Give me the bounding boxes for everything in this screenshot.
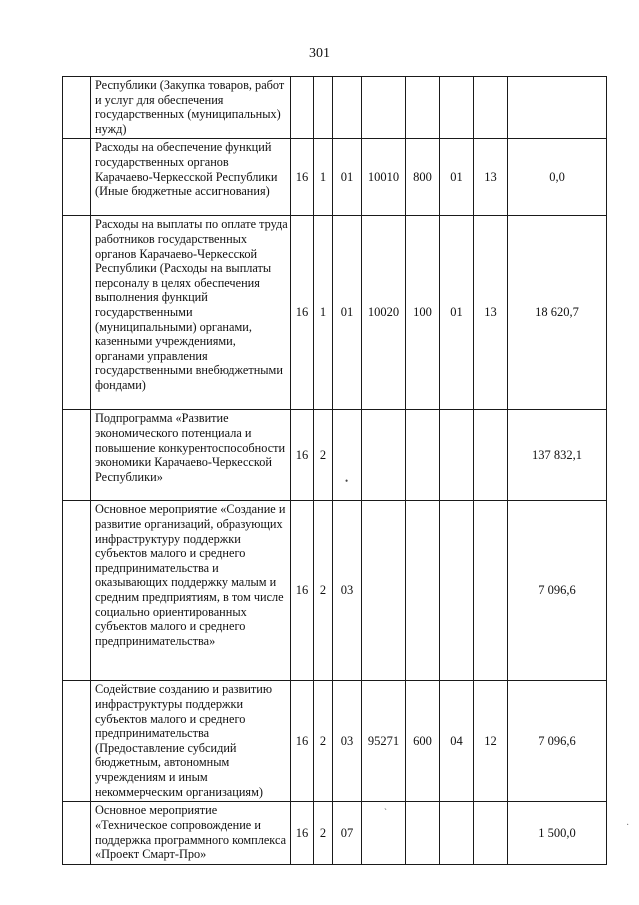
table-cell-code: 01 bbox=[440, 139, 474, 216]
table-cell-code: 1 bbox=[314, 139, 333, 216]
table-cell-code: 12 bbox=[474, 681, 508, 802]
table-cell-code: 10010 bbox=[362, 139, 406, 216]
table-cell-amount: 137 832,1 bbox=[508, 410, 607, 501]
table-cell-code bbox=[440, 410, 474, 501]
table-cell-code bbox=[406, 501, 440, 681]
table-cell-name: Основное мероприятие «Создание и развитие организаций, образующих инфраструктуру поддержки субъектов малого и среднего предпринимательства и оказывающих поддержку малым и средним предприятиям, в том числе социально ориентированных субъектов малого и среднего предпринимательства» bbox=[91, 501, 291, 681]
table-cell-code: 16 bbox=[291, 216, 314, 410]
margin-mark: · bbox=[626, 820, 630, 831]
table-cell-amount: 1 500,0 bbox=[508, 802, 607, 864]
table-cell-code: 16 bbox=[291, 681, 314, 802]
table-cell-code bbox=[474, 410, 508, 501]
table-cell-code: 13 bbox=[474, 139, 508, 216]
table-cell-code: 01 bbox=[333, 216, 362, 410]
table-cell-code bbox=[406, 77, 440, 139]
table-cell-amount: 7 096,6 bbox=[508, 681, 607, 802]
table-cell-code: 95271 bbox=[362, 681, 406, 802]
table-cell-blank bbox=[63, 77, 91, 139]
table-cell-name: Расходы на выплаты по оплате труда работников государственных органов Карачаево-Черкесской Республики (Расходы на выплаты персоналу в целях обеспечения выполнения функций государственными (муниципальными) органами, казенными учреждениями, органами управления государственными внебюджетными фондами) bbox=[91, 216, 291, 410]
table-cell-code bbox=[406, 410, 440, 501]
table-cell-code: 07 bbox=[333, 802, 362, 864]
table-cell-code bbox=[362, 410, 406, 501]
table-cell-blank bbox=[63, 802, 91, 864]
table-cell-code: 100 bbox=[406, 216, 440, 410]
table-cell-code bbox=[362, 77, 406, 139]
table-row bbox=[63, 77, 607, 139]
table-cell-code: 16 bbox=[291, 802, 314, 864]
table-cell-name: Содействие созданию и развитию инфраструктуры поддержки субъектов малого и среднего предпринимательства (Предоставление субсидий бюджетным, автономным учреждениям и иным некоммерческим организациям) bbox=[91, 681, 291, 802]
table-cell-name: Подпрограмма «Развитие экономического потенциала и повышение конкурентоспособности экономики Карачаево-Черкесской Республики» bbox=[91, 410, 291, 501]
table-cell-amount bbox=[508, 77, 607, 139]
table-cell-code: 10020 bbox=[362, 216, 406, 410]
table-cell-code bbox=[440, 501, 474, 681]
table-cell-blank bbox=[63, 501, 91, 681]
table-row bbox=[63, 139, 607, 216]
table-cell-code: 2 bbox=[314, 681, 333, 802]
table-row bbox=[63, 681, 607, 802]
table-cell-amount: 7 096,6 bbox=[508, 501, 607, 681]
table-cell-name: Расходы на обеспечение функций государственных органов Карачаево-Черкесской Республики (Иные бюджетные ассигнования) bbox=[91, 139, 291, 216]
table-cell-code: 01 bbox=[333, 139, 362, 216]
table-cell-name: Основное мероприятие «Техническое сопровождение и поддержка программного комплекса «Проект Смарт-Про» bbox=[91, 802, 291, 864]
table-cell-code: 03 bbox=[333, 501, 362, 681]
budget-table bbox=[62, 76, 607, 865]
table-cell-code: 800 bbox=[406, 139, 440, 216]
table-cell-code bbox=[291, 77, 314, 139]
table-cell-code: 13 bbox=[474, 216, 508, 410]
table-cell-code bbox=[440, 802, 474, 864]
table-cell-code: 16 bbox=[291, 139, 314, 216]
table-row bbox=[63, 802, 607, 864]
table-cell-code bbox=[362, 501, 406, 681]
table-cell-blank bbox=[63, 410, 91, 501]
table-row bbox=[63, 501, 607, 681]
table-cell-code: 16 bbox=[291, 501, 314, 681]
table-cell-blank bbox=[63, 681, 91, 802]
table-cell-blank bbox=[63, 216, 91, 410]
table-cell-code bbox=[474, 501, 508, 681]
table-cell-name: Республики (Закупка товаров, работ и услуг для обеспечения государственных (муниципальных) нужд) bbox=[91, 77, 291, 139]
table-cell-code: 2 bbox=[314, 410, 333, 501]
table-cell-code bbox=[474, 77, 508, 139]
table-cell-code: 1 bbox=[314, 216, 333, 410]
table-cell-code: 2 bbox=[314, 802, 333, 864]
table-row bbox=[63, 410, 607, 501]
table-cell-code bbox=[333, 77, 362, 139]
table-cell-code bbox=[406, 802, 440, 864]
scan-speck: • bbox=[345, 476, 349, 486]
table-cell-amount: 0,0 bbox=[508, 139, 607, 216]
table-cell-code: 04 bbox=[440, 681, 474, 802]
table-cell-code bbox=[474, 802, 508, 864]
table-cell-code: 01 bbox=[440, 216, 474, 410]
table-cell-code: 600 bbox=[406, 681, 440, 802]
table-cell-code: 2 bbox=[314, 501, 333, 681]
page-number: 301 bbox=[309, 46, 330, 61]
table-cell-code: 03 bbox=[333, 681, 362, 802]
table-row bbox=[63, 216, 607, 410]
table-cell-code bbox=[440, 77, 474, 139]
table-cell-code: 16 bbox=[291, 410, 314, 501]
table-cell-code bbox=[314, 77, 333, 139]
table-cell-blank bbox=[63, 139, 91, 216]
scan-speck: ` bbox=[384, 807, 387, 817]
table-cell-code bbox=[333, 410, 362, 501]
table-cell-amount: 18 620,7 bbox=[508, 216, 607, 410]
